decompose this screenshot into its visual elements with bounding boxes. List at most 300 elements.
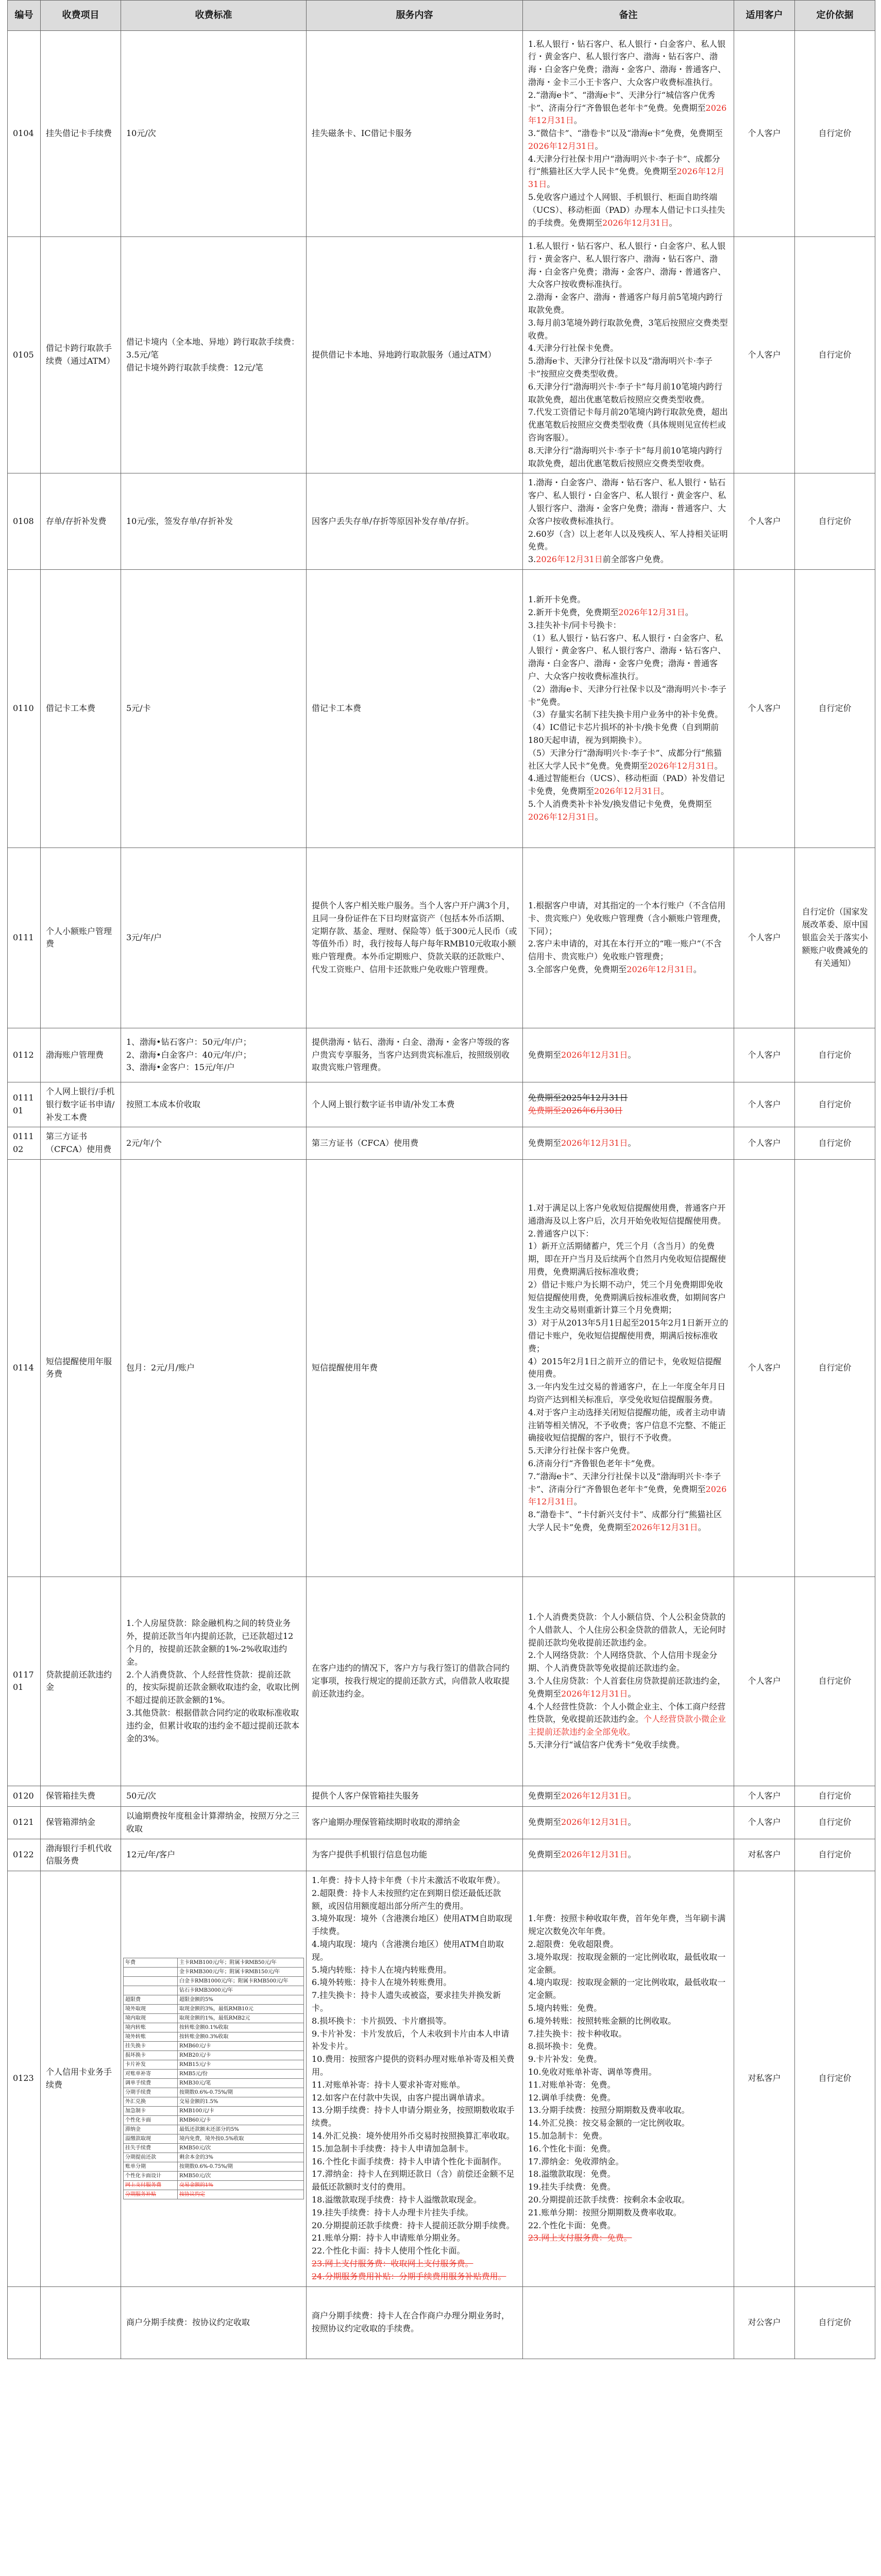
text-line bbox=[528, 1240, 728, 1278]
cell-code bbox=[8, 1786, 41, 1806]
fee-name bbox=[124, 2107, 178, 2116]
text-segment: 23.网上支付服务费：收取网上支付服务费。 bbox=[312, 2259, 473, 2268]
standard-line bbox=[126, 1137, 301, 1150]
text-line bbox=[312, 2245, 517, 2258]
text-segment: 1.私人银行・钻石客户、私人银行・白金客户、私人银行・黄金客户、私人银行客户、渤海・钻石客户、渤海・白金客户免费；渤海・金客户、渤海・普通客户、大众客户按收费标准执行。 bbox=[528, 241, 726, 290]
text-segment: 交易金额的1.5% bbox=[179, 2099, 218, 2105]
text-segment: 个人客户 bbox=[748, 1791, 781, 1801]
text-segment: 自行定价 bbox=[818, 516, 852, 526]
text-line bbox=[528, 1675, 728, 1701]
fee-row bbox=[124, 2032, 304, 2042]
text-segment: RMB50元/次 bbox=[179, 2145, 211, 2151]
cell-standard bbox=[121, 473, 307, 570]
cell-code bbox=[8, 1839, 41, 1871]
text-segment: 6.济南分行“齐鲁银色老年卡”免费。 bbox=[528, 1458, 660, 1468]
text-segment: 免费期至2025年12月31日 bbox=[528, 1093, 628, 1103]
fee-value bbox=[178, 2172, 304, 2181]
text-segment: 3.境外取现：境外（含港澳台地区）使用ATM自助取现手续费。 bbox=[312, 1913, 513, 1937]
text-segment: 对私客户 bbox=[748, 1849, 781, 1859]
text-line bbox=[528, 1092, 728, 1105]
text-line bbox=[528, 594, 728, 606]
text-line bbox=[528, 1137, 728, 1150]
text-segment: 0122 bbox=[13, 1849, 34, 1859]
text-segment: 2026年12月31日 bbox=[561, 1688, 628, 1699]
text-segment: 境内免费，境外按0.5%收取 bbox=[179, 2136, 244, 2142]
fee-row bbox=[124, 2023, 304, 2032]
fee-name bbox=[124, 2097, 178, 2107]
text-segment: 存单/存折补发费 bbox=[46, 516, 107, 526]
text-segment: 个性化卡面设计 bbox=[125, 2173, 161, 2179]
text-segment: 借记卡工本费 bbox=[312, 703, 362, 714]
text-segment: 3.“微信卡”、“渤卷卡”以及“渤海e卡”免费，免费期至 bbox=[528, 128, 723, 139]
fee-row bbox=[124, 2060, 304, 2070]
text-segment: 12.如客户在付款中失误，由客户提出调单请求。 bbox=[312, 2092, 490, 2103]
text-segment: 24.分期服务费用补贴：分期手续费用服务补贴费用。 bbox=[312, 2271, 506, 2281]
text-segment: 0123 bbox=[13, 2073, 34, 2083]
text-line bbox=[528, 1381, 728, 1406]
cell-standard bbox=[121, 1028, 307, 1082]
text-line bbox=[312, 2143, 517, 2156]
text-line bbox=[312, 2232, 517, 2245]
text-line bbox=[528, 1105, 728, 1117]
fee-value bbox=[178, 2079, 304, 2088]
cell-item bbox=[41, 1839, 121, 1871]
text-segment: 0104 bbox=[13, 128, 34, 139]
table-row bbox=[8, 1839, 875, 1871]
fee-value bbox=[178, 1968, 304, 1977]
text-segment: 10元/张，签发存单/存折补发 bbox=[126, 516, 233, 526]
text-segment: 2026年12月31日 bbox=[648, 760, 715, 771]
text-line bbox=[528, 619, 728, 632]
text-line bbox=[528, 89, 728, 127]
text-segment: 境外取现 bbox=[125, 2006, 146, 2012]
text-segment: 在客户违约的情况下，客户方与我行签订的借款合同约定事项，按我行规定的提前还款方式，向借款人收取提前还款违约金。 bbox=[312, 1663, 510, 1699]
text-segment: 外汇兑换 bbox=[125, 2099, 146, 2105]
text-segment: 按转账金额0.3%收取 bbox=[179, 2034, 229, 2040]
text-segment: 2026年12月31日 bbox=[561, 1791, 628, 1801]
text-line bbox=[528, 381, 728, 406]
text-segment: 3元/年/户 bbox=[126, 933, 162, 943]
cell-code bbox=[8, 1028, 41, 1082]
cell-customer bbox=[734, 1839, 795, 1871]
text-segment: 金卡RMB300元/年；附属卡RMB150元/年 bbox=[179, 1969, 280, 1975]
text-line bbox=[528, 2219, 728, 2232]
fee-row bbox=[124, 2042, 304, 2051]
text-segment: 贷款提前还款违约金 bbox=[46, 1669, 112, 1692]
standard-line bbox=[126, 1707, 301, 1745]
text-segment: 11.对账单补寄：免费。 bbox=[528, 2079, 616, 2090]
text-line bbox=[312, 2219, 517, 2232]
text-segment: 。 bbox=[628, 1688, 636, 1699]
cell-standard bbox=[121, 569, 307, 848]
fee-name bbox=[124, 2134, 178, 2144]
cell-standard bbox=[121, 1786, 307, 1806]
text-segment: 8.天津分行“渤海明兴卡·李子卡”每月前10笔境内跨行取款免费，超出优惠笔数后按照应交费类型收费。 bbox=[528, 445, 723, 468]
text-segment: 4.境内取现：按取现金额的一定比例收取，最低收取一定金额。 bbox=[528, 1977, 726, 2001]
cell-item bbox=[41, 848, 121, 1028]
text-line bbox=[528, 683, 728, 709]
fee-row bbox=[124, 1977, 304, 1986]
text-segment: 5.境内转账：持卡人在境内转账费用。 bbox=[312, 1964, 452, 1975]
text-segment: 境内转账 bbox=[125, 2025, 146, 2031]
text-segment: 1.新开卡免费。 bbox=[528, 595, 586, 605]
text-segment: 3.每月前3笔境外跨行取款免费，3笔后按照应交费类型收费。 bbox=[528, 317, 728, 341]
text-segment: 。 bbox=[628, 1817, 636, 1827]
text-line bbox=[312, 2015, 517, 2028]
text-segment: 免费期至 bbox=[528, 1791, 562, 1801]
text-segment: 8.“渤卷卡”、“卡付新兴支付卡”、成都分行“熊猫社区大学人民卡”免费，免费期至 bbox=[528, 1510, 722, 1532]
text-segment: 9.卡片补发：卡片发放后，个人未收到卡片由本人申请补发卡片。 bbox=[312, 2028, 510, 2052]
cell-standard bbox=[121, 1127, 307, 1160]
text-segment: 2）借记卡账户为长期不动户，凭三个月免费期即免收短信提醒使用费，免费期满后按标准收费，如期间客户发生主动交易则重新计算三个月免费期； bbox=[528, 1279, 726, 1315]
text-segment: 个人客户 bbox=[748, 1138, 781, 1148]
cell-basis bbox=[795, 237, 875, 473]
text-segment: 调单手续费 bbox=[125, 2080, 151, 2087]
text-segment: 按期数0.6%-0.75%/期 bbox=[179, 2090, 233, 2096]
text-segment: 短信提醒使用年费 bbox=[312, 1363, 378, 1372]
text-segment: 借记卡跨行取款手续费（通过ATM） bbox=[46, 343, 115, 366]
text-segment: 境外转账 bbox=[125, 2034, 146, 2040]
text-segment: 。 bbox=[628, 1049, 636, 1060]
standard-line bbox=[126, 1849, 301, 1861]
fee-row bbox=[124, 2153, 304, 2162]
cell-customer bbox=[734, 1028, 795, 1082]
text-segment: 卡片补发 bbox=[125, 2062, 146, 2068]
text-segment: 7.代发工资借记卡每月前20笔境内跨行取款免费，超出优惠笔数后按照应交费类型收费（具体规则见宣传栏或咨询客服）。 bbox=[528, 407, 728, 443]
text-segment: 12元/年/客户 bbox=[126, 1849, 176, 1859]
text-segment: 14.外汇兑换：境外使用外币交易时按照换算汇率收取。 bbox=[312, 2131, 515, 2141]
fee-value bbox=[178, 2042, 304, 2051]
text-segment: 按转账金额0.1%收取 bbox=[179, 2025, 229, 2031]
text-line bbox=[528, 1739, 728, 1752]
header-service: 服务内容 bbox=[307, 1, 523, 31]
text-segment: 0121 bbox=[13, 1817, 34, 1827]
text-line bbox=[528, 317, 728, 343]
cell-note bbox=[523, 1839, 734, 1871]
fee-value bbox=[178, 2107, 304, 2116]
fee-name bbox=[124, 2144, 178, 2153]
text-segment: 7.挂失换卡：按卡种收取。 bbox=[528, 2028, 627, 2039]
text-line bbox=[528, 900, 728, 938]
text-segment: 3. bbox=[528, 554, 536, 565]
header-row bbox=[8, 1, 875, 31]
text-line bbox=[528, 708, 728, 721]
fee-row bbox=[124, 2172, 304, 2181]
text-segment: 。 bbox=[669, 217, 677, 228]
text-line bbox=[528, 2156, 728, 2168]
text-segment: 个人经营贷款小微企业主提前还款违约金全部免收。 bbox=[528, 1714, 726, 1737]
cell-basis bbox=[795, 31, 875, 237]
text-line bbox=[312, 1887, 517, 1913]
fee-name bbox=[124, 1995, 178, 2005]
cell-service bbox=[307, 2286, 523, 2359]
text-segment: 22.个性化卡面：免费。 bbox=[528, 2220, 616, 2230]
text-segment: 16.个性化卡面：免费。 bbox=[528, 2143, 616, 2154]
fee-name bbox=[124, 1977, 178, 1986]
text-segment: 2026年12月31日 bbox=[561, 1138, 628, 1148]
text-segment: 挂失磁条卡、IC借记卡服务 bbox=[312, 128, 412, 139]
text-segment: 2026年12月31日 bbox=[528, 1484, 727, 1507]
cell-service bbox=[307, 1577, 523, 1786]
text-segment: 18.溢缴款取现：免费。 bbox=[528, 2169, 616, 2179]
text-line bbox=[528, 406, 728, 444]
cell-code bbox=[8, 2286, 41, 2359]
cell-note bbox=[523, 473, 734, 570]
cell-item bbox=[41, 1082, 121, 1127]
text-segment: 23.网上支付服务费：免费。 bbox=[528, 2233, 632, 2243]
cell-service bbox=[307, 1028, 523, 1082]
text-segment: 。 bbox=[698, 1522, 706, 1532]
text-line bbox=[528, 1355, 728, 1381]
fee-value bbox=[178, 2116, 304, 2125]
header-standard: 收费标准 bbox=[121, 1, 307, 31]
text-segment: 自行定价 bbox=[818, 1817, 852, 1827]
text-segment: 10.免收对账单补寄、调单等费用。 bbox=[528, 2067, 657, 2077]
text-line bbox=[528, 2117, 728, 2130]
standard-line bbox=[126, 1098, 301, 1111]
text-segment: 个人网上银行/手机银行数字证书申请/补发工本费 bbox=[46, 1086, 115, 1122]
text-segment: 18.溢缴款取现手续费：持卡人溢缴款取现金。 bbox=[312, 2195, 482, 2205]
text-line bbox=[528, 1701, 728, 1739]
table-row bbox=[8, 1127, 875, 1160]
text-segment: 2026年12月31日 bbox=[536, 554, 603, 565]
text-segment: 2026年12月31日 bbox=[528, 141, 595, 151]
table-row bbox=[8, 1028, 875, 1082]
cell-item bbox=[41, 1806, 121, 1839]
standard-line bbox=[126, 515, 301, 528]
fee-row bbox=[124, 2107, 304, 2116]
text-segment: 个人小额账户管理费 bbox=[46, 926, 112, 949]
text-line bbox=[528, 1849, 728, 1861]
text-segment: 第三方证书（CFCA）使用费 bbox=[46, 1131, 112, 1155]
text-segment: 按期数0.6%-0.75%/期 bbox=[179, 2164, 233, 2170]
text-segment: 0110 bbox=[13, 703, 34, 714]
text-segment: 免费期至2026年6月30日 bbox=[528, 1106, 623, 1116]
cell-customer bbox=[734, 1806, 795, 1839]
text-line bbox=[528, 747, 728, 773]
text-line bbox=[528, 1611, 728, 1649]
text-line bbox=[528, 1228, 728, 1241]
cell-note bbox=[523, 31, 734, 237]
text-segment: 个人信用卡业务手续费 bbox=[46, 2067, 112, 2090]
text-segment: RMB20元/卡 bbox=[179, 2053, 211, 2059]
cell-customer bbox=[734, 1871, 795, 2287]
cell-note bbox=[523, 569, 734, 848]
text-segment: 20.分期提前还款手续费：持卡人提前还款分期手续费。 bbox=[312, 2220, 515, 2230]
text-segment: 4.天津分行社保卡免费。 bbox=[528, 343, 619, 353]
text-line bbox=[528, 1202, 728, 1228]
text-segment: 9.卡片补发：免费。 bbox=[528, 2054, 602, 2064]
cell-item bbox=[41, 473, 121, 570]
fee-value bbox=[178, 2070, 304, 2079]
cell-basis bbox=[795, 1806, 875, 1839]
text-segment: 自行定价 bbox=[818, 1849, 852, 1859]
cell-customer bbox=[734, 1577, 795, 1786]
text-line bbox=[528, 721, 728, 747]
text-segment: 21.账单分期：按照分期期数及费率收取。 bbox=[528, 2207, 682, 2217]
text-segment: （1）私人银行・钻石客户、私人银行・白金客户、私人银行・黄金客户、私人银行客户、渤海・钻石客户、渤海・白金客户、渤海・金客户免费；渤海・普通客户、大众客户按收费标准执行。 bbox=[528, 633, 726, 682]
standard-line bbox=[126, 1049, 301, 1062]
text-segment: 1.根据客户申请，对其指定的一个本行账户（不含信用卡、贵宾账户）免收账户管理费（含小额账户管理费，下同）； bbox=[528, 901, 726, 936]
text-segment: 12.调单手续费：免费。 bbox=[528, 2092, 616, 2103]
text-segment: 2.普通客户以下： bbox=[528, 1228, 594, 1239]
cell-code bbox=[8, 1082, 41, 1127]
text-segment: 个人客户 bbox=[748, 349, 781, 360]
text-segment: 个性化卡面 bbox=[125, 2117, 151, 2124]
cell-basis bbox=[795, 1127, 875, 1160]
text-segment: 5.免收客户通过个人网银、手机银行、柜面自助终端（UCS）、移动柜面（PAD）办理本人借记卡口头挂失的手续费。免费期至 bbox=[528, 192, 725, 228]
text-line bbox=[528, 798, 728, 824]
text-line bbox=[528, 1317, 728, 1355]
text-segment: 17.滞纳金：持卡人在到期还款日（含）前偿还金额不足最低还款额时支付的费用。 bbox=[312, 2169, 515, 2192]
text-segment: 。 bbox=[685, 607, 693, 618]
cell-code bbox=[8, 1127, 41, 1160]
text-segment: 为客户提供手机银行信息包功能 bbox=[312, 1849, 428, 1859]
text-line bbox=[312, 1989, 517, 2015]
cell-basis bbox=[795, 848, 875, 1028]
text-segment: 2026年12月31日 bbox=[561, 1049, 628, 1060]
text-line bbox=[312, 2270, 517, 2283]
cell-basis bbox=[795, 473, 875, 570]
text-segment: 网上支付服务费 bbox=[125, 2182, 161, 2189]
text-segment: 渤海账户管理费 bbox=[46, 1049, 104, 1060]
text-segment: 。 bbox=[628, 1138, 636, 1148]
fee-name bbox=[124, 2042, 178, 2051]
fee-value bbox=[178, 1958, 304, 1968]
text-segment: 1）新开立活期储蓄户，凭三个月（含当月）的免费期，即在开户当月及后续两个自然月内免收短信提醒使用费，免费期满后按标准收费； bbox=[528, 1241, 726, 1277]
cell-service bbox=[307, 31, 523, 237]
cell-note bbox=[523, 1159, 734, 1577]
text-segment: 8.损坏换卡：卡片损毁、卡片磨损等。 bbox=[312, 2015, 452, 2026]
text-line bbox=[312, 2092, 517, 2105]
cell-standard bbox=[121, 1871, 307, 2287]
cell-standard bbox=[121, 237, 307, 473]
text-segment: 挂失手续费 bbox=[125, 2145, 151, 2151]
text-segment: 商户分期手续费：按协议约定收取 bbox=[126, 2317, 250, 2327]
text-segment: 5.渤海e卡、天津分行社保卡以及“渤海明兴卡·李子卡”按照应交费类型收费。 bbox=[528, 356, 713, 379]
cell-service bbox=[307, 1127, 523, 1160]
fee-row bbox=[124, 1958, 304, 1968]
table-row bbox=[8, 31, 875, 237]
fee-name bbox=[124, 2014, 178, 2023]
fee-row bbox=[124, 2181, 304, 2190]
text-segment: 账单分期 bbox=[125, 2164, 146, 2170]
text-segment: 7.挂失换卡：持卡人遗失或被盗，要求挂失并换发新卡。 bbox=[312, 1990, 501, 2013]
text-segment: RMB100元/卡 bbox=[179, 2108, 214, 2114]
text-segment: 个人客户 bbox=[748, 516, 781, 526]
text-line bbox=[528, 291, 728, 317]
text-line bbox=[528, 1816, 728, 1829]
text-segment: 保管箱滞纳金 bbox=[46, 1817, 96, 1827]
text-segment: 19.挂失手续费：持卡人办理卡片挂失手续。 bbox=[312, 2207, 473, 2217]
text-line bbox=[528, 1406, 728, 1445]
text-segment: 2.个人网络贷款：个人网络贷款、个人信用卡现金分期、个人消费贷款等免收提前还款违约金。 bbox=[528, 1650, 718, 1673]
header-code: 编号 bbox=[8, 1, 41, 31]
cell-customer bbox=[734, 1786, 795, 1806]
table-row bbox=[8, 569, 875, 848]
cell-service bbox=[307, 1159, 523, 1577]
fee-row bbox=[124, 1995, 304, 2005]
text-segment: 11.对账单补寄：持卡人要求补寄对账单。 bbox=[312, 2079, 465, 2090]
text-segment: 4.个人经营性贷款：个人小微企业主、个体工商户经营性贷款，免收提前还款违约金。 bbox=[528, 1701, 726, 1724]
text-line bbox=[528, 1951, 728, 1977]
table-row bbox=[8, 1082, 875, 1127]
cell-item bbox=[41, 237, 121, 473]
text-line bbox=[312, 2156, 517, 2168]
text-segment: 免费期至 bbox=[528, 1049, 562, 1060]
text-line bbox=[528, 2181, 728, 2194]
text-line bbox=[528, 2002, 728, 2015]
text-segment: 1.年费：按照卡种收取年费，首年免年费，当年刷卡满规定次数免次年年费。 bbox=[528, 1913, 726, 1937]
text-line bbox=[528, 938, 728, 963]
text-line bbox=[528, 772, 728, 798]
cell-code bbox=[8, 1159, 41, 1577]
cell-code bbox=[8, 31, 41, 237]
text-segment: 0105 bbox=[13, 349, 34, 360]
fee-row bbox=[124, 2144, 304, 2153]
cell-standard bbox=[121, 1839, 307, 1871]
text-line bbox=[528, 1470, 728, 1509]
text-segment: 2.“渤海e卡”、“渤海e卡”、天津分行“城信客户优秀卡”、济南分行“齐鲁银色老年卡”免费。免费期至 bbox=[528, 90, 716, 113]
text-segment: 1.个人房屋贷款：除金融机构之间的转贷业务外，提前还款当年内提前还款，已还款超过12个月的，按提前还款金额的1%-2%收取违约金。 bbox=[126, 1618, 294, 1667]
fee-name bbox=[124, 1986, 178, 1995]
text-segment: 2元/年/个 bbox=[126, 1138, 162, 1148]
table-row bbox=[8, 1786, 875, 1806]
table-row bbox=[8, 2286, 875, 2359]
text-segment: 3、渤海•金客户：15元/年/户 bbox=[126, 1062, 235, 1073]
cell-code bbox=[8, 1577, 41, 1786]
cell-code bbox=[8, 569, 41, 848]
text-segment: 自行定价 bbox=[818, 2317, 852, 2327]
text-segment: 3.境外取现：按取现金额的一定比例收取，最低收取一定金额。 bbox=[528, 1952, 726, 1975]
text-segment: 0108 bbox=[13, 516, 34, 526]
table-row bbox=[8, 237, 875, 473]
text-line bbox=[528, 2079, 728, 2092]
text-line bbox=[528, 1912, 728, 1938]
fee-value bbox=[178, 1986, 304, 1995]
text-segment: 2.个人消费贷款、个人经营性贷款：提前还款的，按实际提前还款金额收取违约金，收取比例不超过提前还款金额的1%。 bbox=[126, 1669, 300, 1705]
text-segment: 1.渤海・白金客户、渤海・钻石客户、私人银行・钻石客户、私人银行・白金客户、私人银行・黄金客户、私人银行客户、渤海・金客户免费；渤海・普通客户、大众客户按收费标准执行。 bbox=[528, 478, 726, 526]
table-row bbox=[8, 1159, 875, 1577]
table-row bbox=[8, 848, 875, 1028]
text-segment: 借记卡工本费 bbox=[46, 703, 96, 714]
text-segment: 自行定价（国家发展改革委、原中国银监会关于落实小额账户收费减免的有关通知） bbox=[802, 907, 868, 968]
fee-name bbox=[124, 2172, 178, 2181]
text-line bbox=[312, 1976, 517, 1989]
cell-service bbox=[307, 1082, 523, 1127]
fee-name bbox=[124, 2116, 178, 2125]
text-segment: RMB60元/卡 bbox=[179, 2117, 211, 2124]
text-line bbox=[528, 632, 728, 683]
text-line bbox=[312, 2194, 517, 2207]
cell-code bbox=[8, 1871, 41, 2287]
fee-value bbox=[178, 2190, 304, 2199]
header-basis: 定价依据 bbox=[795, 1, 875, 31]
text-segment: 白金卡RMB1000元/年；附属卡RMB500元/年 bbox=[179, 1978, 289, 1985]
fee-row bbox=[124, 2070, 304, 2079]
text-segment: 0114 bbox=[13, 1363, 34, 1372]
text-segment: 取现金额的3%，最低RMB10元 bbox=[179, 2006, 253, 2012]
text-segment: 提供个人客户保管箱挂失服务 bbox=[312, 1791, 419, 1801]
text-line bbox=[528, 553, 728, 566]
text-segment: 15.加急制卡：免费。 bbox=[528, 2131, 607, 2141]
text-line bbox=[528, 127, 728, 153]
cell-customer bbox=[734, 1082, 795, 1127]
fee-name bbox=[124, 1958, 178, 1968]
cell-note bbox=[523, 1028, 734, 1082]
text-segment: 个人客户 bbox=[748, 1676, 781, 1686]
text-segment: 个人客户 bbox=[748, 703, 781, 714]
